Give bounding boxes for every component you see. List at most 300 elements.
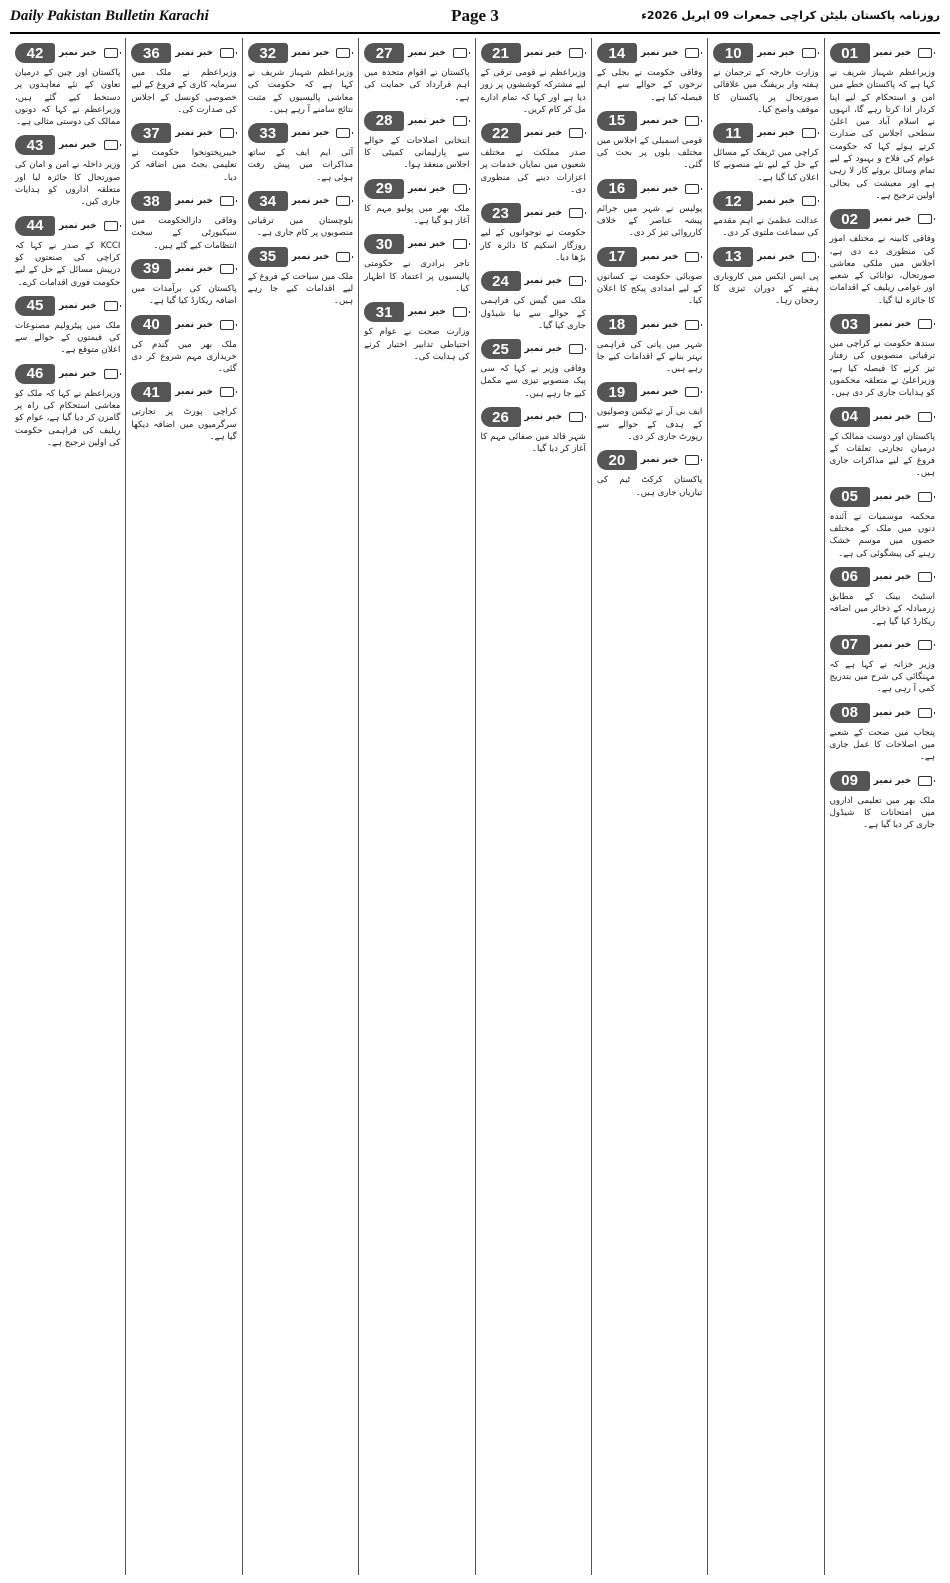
story-text: پاکستان نے اقوام متحدہ میں اہم قرارداد کی حمایت کی ہے۔ bbox=[364, 68, 470, 103]
story-number: 28 bbox=[364, 111, 404, 131]
column-6 bbox=[242, 38, 358, 1575]
badge-rule bbox=[818, 200, 819, 202]
news-story bbox=[15, 295, 120, 357]
badge-rule bbox=[934, 644, 935, 646]
badge-rule bbox=[236, 268, 237, 270]
story-number: 33 bbox=[248, 123, 288, 143]
pen-icon bbox=[918, 492, 932, 502]
story-number-badge bbox=[131, 122, 236, 144]
story-text: وزارت خارجہ کے ترجمان نے ہفتہ وار بریفنگ میں علاقائی صورتحال پر پاکستان کا موقف واضح کیا۔ bbox=[713, 68, 819, 115]
news-story bbox=[131, 258, 236, 308]
story-text: وزیراعظم نے قومی ترقی کے لیے مشترکہ کوششوں پر زور دیا ہے اور کہا کہ تمام ادارے مل کر کام کریں۔ bbox=[480, 68, 586, 115]
story-number-badge bbox=[481, 42, 586, 64]
news-story bbox=[248, 122, 353, 184]
news-story bbox=[713, 246, 818, 308]
story-number: 02 bbox=[830, 209, 870, 229]
column-1 bbox=[824, 38, 940, 1575]
badge-rule bbox=[120, 144, 121, 146]
story-number: 08 bbox=[830, 703, 870, 723]
badge-rule bbox=[236, 52, 237, 54]
story-text: صوبائی حکومت نے کسانوں کے لیے امدادی پیکج کا اعلان کیا۔ bbox=[596, 271, 703, 307]
badge-rule bbox=[469, 311, 470, 313]
news-story bbox=[597, 314, 702, 376]
story-number: 06 bbox=[830, 567, 870, 587]
story-number: 36 bbox=[131, 43, 171, 63]
story-number: 27 bbox=[364, 43, 404, 63]
news-story bbox=[364, 233, 469, 295]
story-text: کراچی میں ٹریفک کے مسائل کے حل کے لیے نئے منصوبے کا اعلان کیا گیا ہے۔ bbox=[713, 148, 819, 183]
story-text: ملک میں سیاحت کے فروغ کے لیے اقدامات کیے جا رہے ہیں۔ bbox=[247, 271, 354, 307]
pen-icon bbox=[685, 184, 699, 194]
story-number: 42 bbox=[15, 43, 55, 63]
news-story bbox=[713, 42, 818, 116]
story-label: خبر نمبر bbox=[524, 344, 563, 355]
pen-icon bbox=[918, 776, 932, 786]
story-text: ملک بھر میں گندم کی خریداری مہم شروع کر دی گئی۔ bbox=[131, 339, 237, 375]
badge-rule bbox=[934, 496, 935, 498]
pen-icon bbox=[453, 239, 467, 249]
story-number-badge bbox=[597, 42, 702, 64]
story-number: 30 bbox=[364, 234, 404, 254]
news-story bbox=[131, 122, 236, 184]
story-text: محکمہ موسمیات نے آئندہ دنوں میں ملک کے مختلف حصوں میں موسم خشک رہنے کی پیشگوئی کی ہے۔ bbox=[829, 511, 935, 559]
story-number-badge bbox=[597, 110, 702, 132]
story-number: 23 bbox=[481, 203, 521, 223]
badge-rule bbox=[818, 52, 819, 54]
story-text: ایف بی آر نے ٹیکس وصولیوں کے ہدف کے حوالے سے رپورٹ جاری کر دی۔ bbox=[596, 407, 703, 443]
story-number: 32 bbox=[248, 43, 288, 63]
story-number-badge bbox=[248, 190, 353, 212]
story-number-badge bbox=[830, 208, 935, 230]
story-number: 21 bbox=[481, 43, 521, 63]
story-text: وزیر داخلہ نے امن و امان کی صورتحال کا جائزہ لیا اور متعلقہ اداروں کو ہدایات جاری کیں۔ bbox=[15, 160, 121, 208]
story-number: 45 bbox=[15, 296, 55, 316]
story-text: وفاقی دارالحکومت میں سیکیورٹی کے سخت انتظامات کیے گئے ہیں۔ bbox=[131, 216, 237, 251]
story-label: خبر نمبر bbox=[873, 319, 912, 330]
story-text: ملک میں گیس کی فراہمی کے حوالے سے نیا شیڈول جاری کیا گیا۔ bbox=[480, 296, 586, 331]
badge-rule bbox=[236, 200, 237, 202]
pen-icon bbox=[569, 276, 583, 286]
story-text: کراچی پورٹ پر تجارتی سرگرمیوں میں اضافہ دیکھا گیا ہے۔ bbox=[131, 407, 237, 443]
story-number-badge bbox=[481, 338, 586, 360]
story-number: 38 bbox=[131, 191, 171, 211]
pen-icon bbox=[104, 140, 118, 150]
badge-rule bbox=[701, 120, 702, 122]
story-number-badge bbox=[830, 42, 935, 64]
news-story bbox=[830, 313, 935, 399]
story-label: خبر نمبر bbox=[640, 48, 679, 58]
story-label: خبر نمبر bbox=[873, 48, 912, 58]
column-2 bbox=[707, 38, 823, 1575]
story-number-badge bbox=[364, 42, 469, 64]
story-label: خبر نمبر bbox=[524, 412, 563, 423]
story-text: پاکستان اور دوست ممالک کے درمیان تجارتی تعلقات کے فروغ کے لیے مذاکرات جاری ہیں۔ bbox=[829, 431, 935, 479]
pen-icon bbox=[569, 48, 583, 58]
story-text: آئی ایم ایف کے ساتھ مذاکرات میں پیش رفت ہوئی ہے۔ bbox=[247, 148, 354, 183]
story-number-badge bbox=[364, 110, 469, 132]
story-text: KCCI کے صدر نے کہا کہ کراچی کی صنعتوں کو درپیش مسائل کے حل کے لیے حکومت فوری اقدامات کرے۔ bbox=[15, 240, 121, 288]
story-number-badge bbox=[364, 233, 469, 255]
story-number: 43 bbox=[15, 135, 55, 155]
badge-rule bbox=[701, 459, 702, 461]
pen-icon bbox=[685, 455, 699, 465]
news-story bbox=[830, 406, 935, 480]
story-text: وزیراعظم شہباز شریف نے کہا ہے کہ پاکستان خطے میں امن و استحکام کے لیے اپنا کردار ادا کرتا رہے گا، انہوں نے اسلام آباد میں اعلیٰ سطحی اجلاس کی صدارت کرتے ہوئے کہا کہ حکومت عوام کی فلاح و بہبود کے لیے تمام وسائل بروئے کار لا رہی ہے اور معیشت کی بحالی اولین ترجیح ہے۔ bbox=[829, 68, 935, 201]
badge-rule bbox=[701, 256, 702, 258]
column-3 bbox=[591, 38, 707, 1575]
pen-icon bbox=[336, 252, 350, 262]
news-story bbox=[131, 381, 236, 443]
news-story bbox=[131, 42, 236, 116]
story-label: خبر نمبر bbox=[873, 707, 912, 718]
story-number: 16 bbox=[597, 179, 637, 199]
badge-rule bbox=[352, 200, 353, 202]
story-number-badge bbox=[15, 134, 120, 156]
pen-icon bbox=[453, 307, 467, 317]
news-columns bbox=[10, 38, 940, 1575]
badge-rule bbox=[701, 52, 702, 54]
badge-rule bbox=[120, 373, 121, 375]
badge-rule bbox=[469, 188, 470, 190]
pen-icon bbox=[918, 412, 932, 422]
story-text: صدر مملکت نے مختلف شعبوں میں نمایاں خدمات پر اعزازات دینے کی منظوری دی۔ bbox=[480, 148, 586, 196]
badge-rule bbox=[585, 52, 586, 54]
story-text: ملک بھر میں پولیو مہم کا آغاز ہو گیا ہے۔ bbox=[364, 203, 470, 227]
story-label: خبر نمبر bbox=[175, 196, 213, 207]
pen-icon bbox=[336, 48, 350, 58]
pen-icon bbox=[685, 320, 699, 330]
badge-rule bbox=[934, 416, 935, 418]
story-label: خبر نمبر bbox=[175, 128, 213, 139]
story-text: پاکستان اور چین کے درمیان تعاون کے نئے معاہدوں پر دستخط کیے گئے ہیں، وزیراعظم نے کہا کہ دونوں ممالک کی دوستی مثالی ہے۔ bbox=[15, 68, 121, 128]
pen-icon bbox=[104, 221, 118, 231]
story-text: شہر میں پانی کی فراہمی بہتر بنانے کے اقدامات کیے جا رہے ہیں۔ bbox=[596, 339, 703, 375]
story-text: پاکستان کی برآمدات میں اضافہ ریکارڈ کیا گیا ہے۔ bbox=[131, 283, 237, 307]
story-label: خبر نمبر bbox=[175, 319, 213, 330]
news-story bbox=[597, 246, 702, 308]
news-story bbox=[481, 42, 586, 116]
badge-rule bbox=[469, 120, 470, 122]
pen-icon bbox=[802, 252, 816, 262]
page-number: Page 3 bbox=[451, 6, 499, 25]
story-number-badge bbox=[830, 634, 935, 656]
masthead bbox=[10, 6, 940, 34]
story-number-badge bbox=[364, 301, 469, 323]
story-number: 18 bbox=[597, 315, 637, 335]
news-story bbox=[597, 178, 702, 240]
badge-rule bbox=[585, 280, 586, 282]
pen-icon bbox=[104, 48, 118, 58]
story-text: اسٹیٹ بینک کے مطابق زرمبادلہ کے ذخائر میں اضافہ ریکارڈ کیا گیا ہے۔ bbox=[829, 591, 935, 627]
pen-icon bbox=[918, 640, 932, 650]
story-label: خبر نمبر bbox=[873, 411, 912, 422]
story-number-badge bbox=[597, 246, 702, 268]
pen-icon bbox=[685, 116, 699, 126]
badge-rule bbox=[469, 243, 470, 245]
story-text: قومی اسمبلی کے اجلاس میں مختلف بلوں پر بحث کی گئی۔ bbox=[596, 135, 703, 171]
story-text: وزیراعظم نے کہا کہ ملک کو معاشی استحکام کی راہ پر گامزن کر دیا گیا ہے، عوام کو ریلیف کی فراہمی حکومت کی اولین ترجیح ہے۔ bbox=[15, 388, 121, 448]
story-text: وفاقی کابینہ نے مختلف امور کی منظوری دے دی ہے، اجلاس میں ملکی معاشی صورتحال، توانائی کے شعبے اور عوامی ریلیف کے اقدامات کا جائزہ لیا گیا۔ bbox=[829, 234, 935, 306]
badge-rule bbox=[585, 348, 586, 350]
story-number: 31 bbox=[364, 302, 404, 322]
pen-icon bbox=[453, 48, 467, 58]
pen-icon bbox=[220, 196, 234, 206]
pen-icon bbox=[220, 128, 234, 138]
story-label: خبر نمبر bbox=[59, 220, 97, 231]
badge-rule bbox=[585, 132, 586, 134]
story-number-badge bbox=[15, 215, 120, 237]
story-label: خبر نمبر bbox=[524, 276, 563, 287]
story-number: 29 bbox=[364, 179, 404, 199]
story-number-badge bbox=[830, 486, 935, 508]
badge-rule bbox=[701, 188, 702, 190]
story-number: 39 bbox=[131, 259, 171, 279]
story-number: 44 bbox=[15, 216, 55, 236]
badge-rule bbox=[585, 416, 586, 418]
story-label: خبر نمبر bbox=[291, 48, 330, 58]
pen-icon bbox=[918, 214, 932, 224]
badge-rule bbox=[469, 52, 470, 54]
story-text: انتخابی اصلاحات کے حوالے سے پارلیمانی کمیٹی کا اجلاس منعقد ہوا۔ bbox=[364, 135, 470, 171]
story-number-badge bbox=[131, 258, 236, 280]
story-number-badge bbox=[15, 42, 120, 64]
story-number: 07 bbox=[830, 635, 870, 655]
column-8 bbox=[10, 38, 125, 1575]
news-story bbox=[364, 178, 469, 228]
badge-rule bbox=[818, 132, 819, 134]
story-label: خبر نمبر bbox=[873, 775, 912, 786]
story-number: 09 bbox=[830, 771, 870, 791]
story-number-badge bbox=[481, 202, 586, 224]
story-number: 35 bbox=[248, 247, 288, 267]
story-label: خبر نمبر bbox=[757, 196, 795, 207]
news-story bbox=[830, 42, 935, 202]
story-number: 20 bbox=[597, 450, 637, 470]
pen-icon bbox=[104, 301, 118, 311]
story-label: خبر نمبر bbox=[873, 214, 912, 225]
column-7 bbox=[125, 38, 241, 1575]
badge-rule bbox=[120, 52, 121, 54]
story-label: خبر نمبر bbox=[59, 140, 97, 151]
news-story bbox=[248, 190, 353, 240]
story-label: خبر نمبر bbox=[175, 387, 213, 398]
story-number: 25 bbox=[481, 339, 521, 359]
story-label: خبر نمبر bbox=[640, 455, 679, 466]
story-label: خبر نمبر bbox=[408, 239, 446, 250]
news-story bbox=[248, 246, 353, 308]
story-number: 05 bbox=[830, 487, 870, 507]
story-number-badge bbox=[15, 363, 120, 385]
story-number-badge bbox=[481, 270, 586, 292]
story-label: خبر نمبر bbox=[175, 48, 213, 58]
story-number: 10 bbox=[713, 43, 753, 63]
story-number-badge bbox=[830, 770, 935, 792]
story-number: 40 bbox=[131, 315, 171, 335]
news-story bbox=[830, 770, 935, 832]
story-text: وفاقی وزیر نے کہا کہ سی پیک منصوبے تیزی سے مکمل کیے جا رہے ہیں۔ bbox=[480, 364, 586, 399]
badge-rule bbox=[934, 218, 935, 220]
news-story bbox=[830, 634, 935, 696]
story-label: خبر نمبر bbox=[873, 639, 912, 650]
pen-icon bbox=[802, 48, 816, 58]
story-number-badge bbox=[131, 381, 236, 403]
story-label: خبر نمبر bbox=[408, 115, 446, 126]
badge-rule bbox=[352, 52, 353, 54]
story-number: 04 bbox=[830, 407, 870, 427]
story-number: 22 bbox=[481, 123, 521, 143]
story-number: 24 bbox=[481, 271, 521, 291]
story-number-badge bbox=[364, 178, 469, 200]
story-label: خبر نمبر bbox=[640, 319, 679, 330]
pen-icon bbox=[802, 196, 816, 206]
news-story bbox=[15, 363, 120, 449]
story-label: خبر نمبر bbox=[408, 48, 446, 58]
news-story bbox=[364, 42, 469, 104]
story-number: 13 bbox=[713, 247, 753, 267]
news-story bbox=[830, 208, 935, 307]
news-story bbox=[597, 110, 702, 172]
story-number-badge bbox=[597, 178, 702, 200]
story-text: خیبرپختونخوا حکومت نے تعلیمی بجٹ میں اضافہ کر دیا۔ bbox=[131, 148, 237, 183]
story-number-badge bbox=[830, 566, 935, 588]
news-story bbox=[597, 381, 702, 443]
story-number-badge bbox=[248, 42, 353, 64]
story-number-badge bbox=[597, 449, 702, 471]
story-label: خبر نمبر bbox=[175, 263, 213, 274]
news-story bbox=[597, 42, 702, 104]
story-number: 46 bbox=[15, 364, 55, 384]
story-number-badge bbox=[248, 246, 353, 268]
news-story bbox=[597, 449, 702, 499]
story-number-badge bbox=[713, 42, 818, 64]
story-number-badge bbox=[597, 381, 702, 403]
pen-icon bbox=[220, 48, 234, 58]
story-text: ملک بھر میں تعلیمی اداروں میں امتحانات کا شیڈول جاری کر دیا گیا ہے۔ bbox=[829, 795, 935, 831]
story-number: 37 bbox=[131, 123, 171, 143]
story-label: خبر نمبر bbox=[291, 128, 330, 139]
news-story bbox=[481, 202, 586, 264]
story-text: شہر قائد میں صفائی مہم کا آغاز کر دیا گیا۔ bbox=[480, 432, 586, 455]
column-5 bbox=[358, 38, 474, 1575]
news-story bbox=[131, 190, 236, 252]
story-label: خبر نمبر bbox=[757, 48, 795, 58]
badge-rule bbox=[934, 52, 935, 54]
pen-icon bbox=[685, 387, 699, 397]
story-number: 12 bbox=[713, 191, 753, 211]
news-story bbox=[830, 702, 935, 764]
story-number-badge bbox=[597, 314, 702, 336]
story-text: تاجر برادری نے حکومتی پالیسیوں پر اعتماد کا اظہار کیا۔ bbox=[364, 259, 470, 294]
story-number-badge bbox=[830, 406, 935, 428]
badge-rule bbox=[236, 132, 237, 134]
story-number-badge bbox=[713, 246, 818, 268]
masthead-title-urdu: روزنامہ پاکستان بلیٹن کراچی جمعرات 09 اپریل 2026ء bbox=[641, 9, 940, 22]
pen-icon bbox=[453, 116, 467, 126]
pen-icon bbox=[685, 48, 699, 58]
news-story bbox=[481, 122, 586, 196]
story-label: خبر نمبر bbox=[59, 48, 97, 58]
story-label: خبر نمبر bbox=[757, 128, 795, 139]
story-text: پی ایس ایکس میں کاروباری ہفتے کے دوران تیزی کا رجحان رہا۔ bbox=[713, 271, 819, 307]
story-number: 01 bbox=[830, 43, 870, 63]
story-number-badge bbox=[713, 122, 818, 144]
badge-rule bbox=[120, 305, 121, 307]
story-number-badge bbox=[131, 190, 236, 212]
pen-icon bbox=[918, 708, 932, 718]
story-number-badge bbox=[713, 190, 818, 212]
story-label: خبر نمبر bbox=[524, 48, 563, 58]
news-story bbox=[481, 406, 586, 456]
badge-rule bbox=[934, 576, 935, 578]
story-number-badge bbox=[481, 406, 586, 428]
story-label: خبر نمبر bbox=[524, 208, 563, 219]
story-text: سندھ حکومت نے کراچی میں ترقیاتی منصوبوں کی رفتار تیز کرنے کا فیصلہ کیا ہے، وزیراعلیٰ نے متعلقہ محکموں کو ہدایات جاری کر دی ہیں۔ bbox=[829, 339, 935, 399]
news-story bbox=[15, 215, 120, 289]
news-story bbox=[364, 110, 469, 172]
story-label: خبر نمبر bbox=[757, 251, 795, 262]
news-story bbox=[481, 338, 586, 400]
story-text: وزارت صحت نے عوام کو احتیاطی تدابیر اختیار کرنے کی ہدایت کی۔ bbox=[364, 327, 470, 362]
story-text: وزیراعظم شہباز شریف نے کہا ہے کہ حکومت کی معاشی پالیسیوں کے مثبت نتائج سامنے آ رہے ہیں۔ bbox=[247, 68, 354, 115]
news-story bbox=[713, 122, 818, 184]
badge-rule bbox=[236, 391, 237, 393]
badge-rule bbox=[934, 712, 935, 714]
story-text: وزیراعظم نے ملک میں سرمایہ کاری کے فروغ کے لیے خصوصی کونسل کے اجلاس کی صدارت کی۔ bbox=[131, 68, 237, 115]
badge-rule bbox=[236, 324, 237, 326]
pen-icon bbox=[685, 252, 699, 262]
story-text: بلوچستان میں ترقیاتی منصوبوں پر کام جاری ہے۔ bbox=[247, 216, 354, 239]
story-number-badge bbox=[248, 122, 353, 144]
story-text: پولیس نے شہر میں جرائم پیشہ عناصر کے خلاف کارروائی تیز کر دی۔ bbox=[596, 203, 703, 239]
story-label: خبر نمبر bbox=[524, 128, 563, 139]
story-number-badge bbox=[131, 42, 236, 64]
pen-icon bbox=[453, 184, 467, 194]
story-text: حکومت نے نوجوانوں کے لیے روزگار اسکیم کا دائرہ کار بڑھا دیا۔ bbox=[480, 228, 586, 263]
news-story bbox=[15, 134, 120, 208]
news-story bbox=[131, 314, 236, 376]
story-label: خبر نمبر bbox=[640, 183, 679, 194]
story-label: خبر نمبر bbox=[640, 115, 679, 126]
story-label: خبر نمبر bbox=[640, 251, 679, 262]
badge-rule bbox=[701, 391, 702, 393]
news-story bbox=[248, 42, 353, 116]
story-number: 14 bbox=[597, 43, 637, 63]
pen-icon bbox=[918, 48, 932, 58]
news-story bbox=[481, 270, 586, 332]
story-number-badge bbox=[131, 314, 236, 336]
badge-rule bbox=[120, 225, 121, 227]
badge-rule bbox=[352, 256, 353, 258]
story-label: خبر نمبر bbox=[873, 491, 912, 502]
story-number: 11 bbox=[713, 123, 753, 143]
pen-icon bbox=[918, 572, 932, 582]
story-text: پاکستان کرکٹ ٹیم کی تیاریاں جاری ہیں۔ bbox=[596, 475, 703, 498]
story-number: 34 bbox=[248, 191, 288, 211]
pen-icon bbox=[802, 128, 816, 138]
story-number-badge bbox=[481, 122, 586, 144]
story-number: 17 bbox=[597, 247, 637, 267]
story-number: 41 bbox=[131, 382, 171, 402]
masthead-title-english: Daily Pakistan Bulletin Karachi bbox=[10, 8, 209, 24]
badge-rule bbox=[585, 212, 586, 214]
pen-icon bbox=[336, 128, 350, 138]
story-label: خبر نمبر bbox=[59, 368, 97, 379]
story-number-badge bbox=[15, 295, 120, 317]
pen-icon bbox=[569, 412, 583, 422]
story-label: خبر نمبر bbox=[291, 196, 330, 207]
story-text: ملک میں پیٹرولیم مصنوعات کی قیمتوں کے حوالے سے اعلان متوقع ہے۔ bbox=[15, 320, 121, 356]
story-text: وفاقی حکومت نے بجلی کے نرخوں کے حوالے سے اہم فیصلہ کیا ہے۔ bbox=[596, 68, 703, 103]
